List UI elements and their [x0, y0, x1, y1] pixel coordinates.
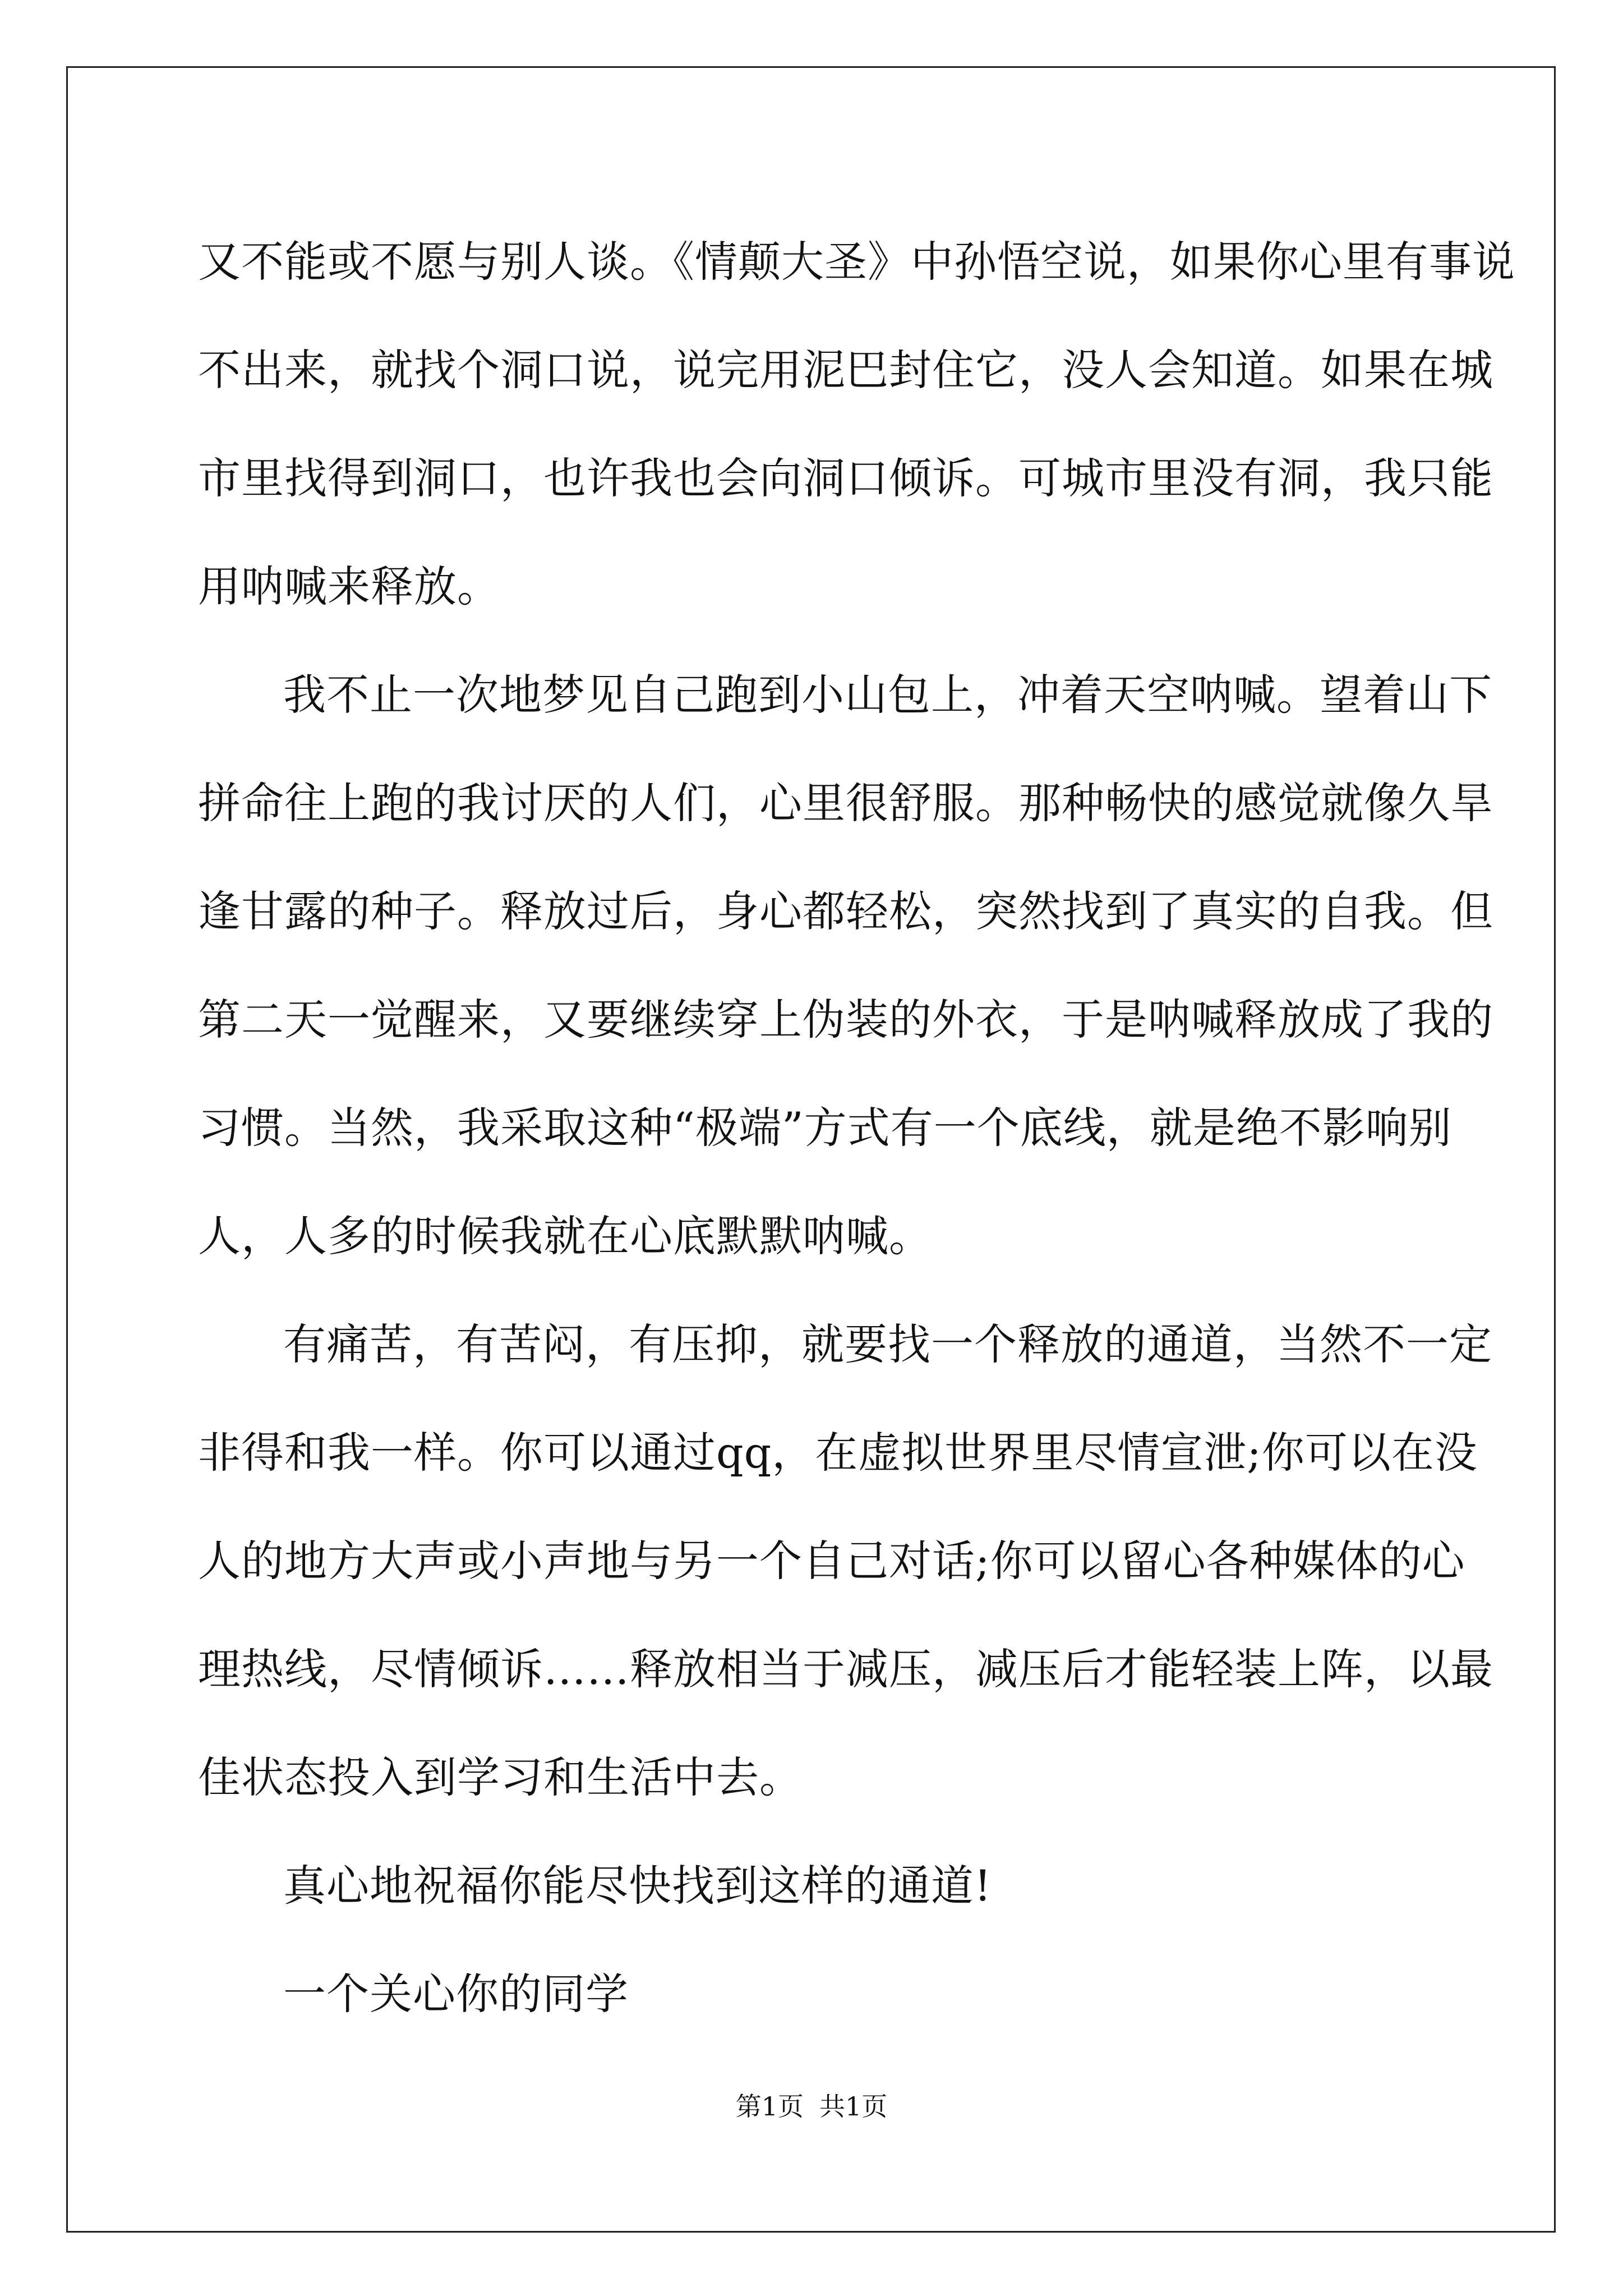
text-line: 非得和我一样。你可以通过qq，在虚拟世界里尽情宣泄;你可以在没 — [198, 1428, 1478, 1478]
text-line: 又不能或不愿与别人谈。《情颠大圣》中孙悟空说，如果你心里有事说 — [198, 237, 1515, 287]
text-line: 第二天一觉醒来，又要继续穿上伪装的外衣，于是呐喊释放成了我的 — [198, 995, 1493, 1045]
text-line: 拼命往上跑的我讨厌的人们，心里很舒服。那种畅快的感觉就像久旱 — [198, 778, 1493, 828]
text-line: 人的地方大声或小声地与另一个自己对话;你可以留心各种媒体的心 — [198, 1536, 1465, 1586]
page-footer — [0, 2090, 1623, 2123]
paragraph-3 — [198, 1290, 1493, 1832]
text-line: 一个关心你的同学 — [283, 1969, 629, 2019]
text-line: 人，人多的时候我就在心底默默呐喊。 — [198, 1211, 932, 1261]
page-total: 共1页 — [819, 2091, 888, 2122]
page-number: 第1页 — [735, 2091, 804, 2122]
signature — [198, 1940, 1432, 2048]
text-line: 习惯。当然，我采取这种“极端”方式有一个底线，就是绝不影响别 — [198, 1103, 1452, 1153]
text-line: 有痛苦，有苦闷，有压抑，就要找一个释放的通道，当然不一定 — [283, 1319, 1492, 1369]
text-line: 佳状态投入到学习和生活中去。 — [198, 1752, 803, 1802]
text-line: 市里找得到洞口，也许我也会向洞口倾诉。可城市里没有洞，我只能 — [198, 453, 1493, 503]
text-line: 逢甘露的种子。释放过后，身心都轻松，突然找到了真实的自我。但 — [198, 886, 1493, 936]
paragraph-4 — [198, 1832, 1432, 1940]
text-line: 理热线，尽情倾诉……释放相当于减压，减压后才能轻装上阵，以最 — [198, 1644, 1493, 1694]
document-body — [198, 208, 1515, 2048]
text-line: 真心地祝福你能尽快找到这样的通道! — [283, 1861, 992, 1911]
text-line: 我不止一次地梦见自己跑到小山包上，冲着天空呐喊。望着山下 — [283, 670, 1492, 720]
text-line: 不出来，就找个洞口说，说完用泥巴封住它，没人会知道。如果在城 — [198, 345, 1493, 395]
text-line: 用呐喊来释放。 — [198, 562, 500, 611]
paragraph-2 — [198, 641, 1493, 1290]
paragraph-1 — [198, 208, 1515, 641]
